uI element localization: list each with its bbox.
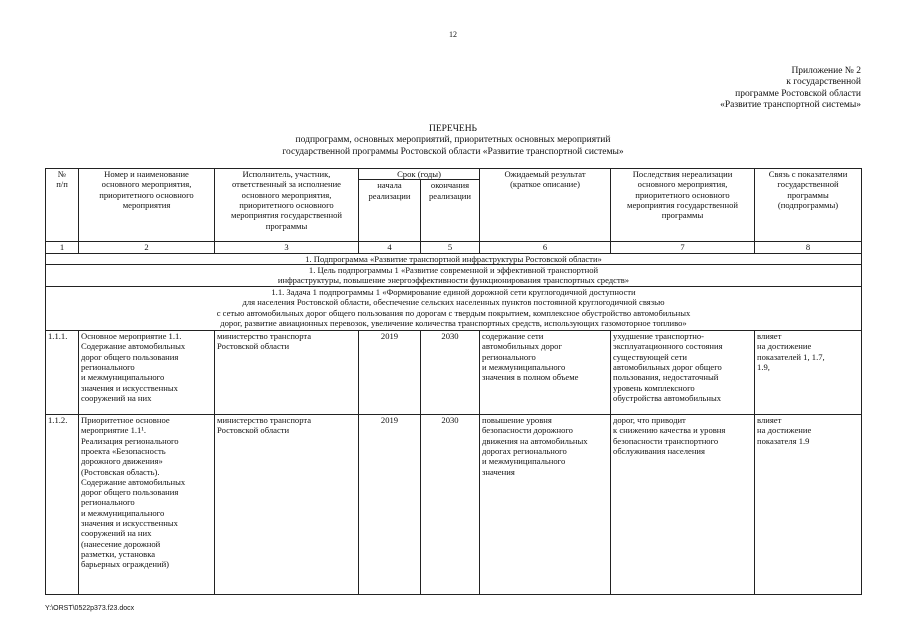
header-consequences: Последствия нереализации основного мероприятия, приоритетного основного мероприятия государственной программы (611, 169, 755, 242)
column-number: 7 (611, 242, 755, 253)
row-end: 2030 (421, 330, 480, 414)
column-number: 3 (215, 242, 359, 253)
header-link: Связь с показателями государственной программы (подпрограммы) (755, 169, 862, 242)
column-number: 4 (359, 242, 421, 253)
header-num: № п/п (46, 169, 79, 242)
title-heading: ПЕРЕЧЕНЬ (428, 124, 478, 134)
column-number: 1 (46, 242, 79, 253)
header-executor: Исполнитель, участник, ответственный за исполнение основного мероприятия, приоритетного основного мероприятия государственной программы (215, 169, 359, 242)
table-row (46, 330, 862, 414)
row-consequences: ухудшение транспортно- эксплуатационного состояния существующей сети автомобильных дорог общего пользования, недостаточный уровень комплексного обустройства автомобильных (611, 330, 755, 414)
column-number: 2 (79, 242, 215, 253)
title-line: подпрограмм, основных мероприятий, приоритетных основных мероприятий (295, 135, 611, 146)
row-name: Приоритетное основное мероприятие 1.1¹. Реализация регионального проекта «Безопасность дорожного движения» (Ростовская область). Содержание автомобильных дорог общего пользования регионального и межмуниципального значения и искусственных сооружений на них (нанесение дорожной разметки, установка барьерных ограждений) (79, 414, 215, 594)
column-number: 5 (421, 242, 480, 253)
appendix-line: Приложение № 2 (791, 66, 861, 76)
row-executor: министерство транспорта Ростовской области (215, 414, 359, 594)
document-title (0, 124, 906, 158)
row-start: 2019 (359, 330, 421, 414)
appendix-line: программе Ростовской области (735, 88, 861, 99)
title-line: государственной программы Ростовской области «Развитие транспортной системы» (282, 146, 624, 157)
header-start: начала реализации (359, 180, 421, 242)
header-result: Ожидаемый результат (краткое описание) (480, 169, 611, 242)
row-consequences: дорог, что приводит к снижению качества и уровня безопасности транспортного обслуживания населения (611, 414, 755, 594)
row-link: влияет на достижение показателя 1.9 (755, 414, 862, 594)
row-num: 1.1.1. (46, 330, 79, 414)
header-name: Номер и наименование основного мероприятия, приоритетного основного мероприятия (79, 169, 215, 242)
appendix-line: к государственной (786, 77, 861, 88)
column-number: 6 (480, 242, 611, 253)
header-end: окончания реализации (421, 180, 480, 242)
row-start: 2019 (359, 414, 421, 594)
subprogram-heading: 1. Подпрограмма «Развитие транспортной инфраструктуры Ростовской области» (46, 253, 862, 264)
row-result: повышение уровня безопасности дорожного движения на автомобильных дорогах регионального и межмуниципального значения (480, 414, 611, 594)
task-heading: 1.1. Задача 1 подпрограммы 1 «Формирование единой дорожной сети круглогодичной доступности для населения Ростовской области, обеспечение сельских населенных пунктов постоянной круглогодичной связью с сетью автомобильных дорог общего пользования по дорогам с твердым покрытием, комплексное обустройство автомобильных дорог, развитие авиационных перевозок, увеличение количества транспортных средств, использующих газомоторное топливо» (46, 286, 862, 330)
column-number: 8 (755, 242, 862, 253)
file-path-footer: Y:\ORST\0522p373.f23.docx (45, 605, 135, 612)
table-row (46, 414, 862, 594)
row-num: 1.1.2. (46, 414, 79, 594)
measures-table (45, 168, 862, 595)
row-end: 2030 (421, 414, 480, 594)
row-executor: министерство транспорта Ростовской области (215, 330, 359, 414)
row-link: влияет на достижение показателей 1, 1.7, 1.9, (755, 330, 862, 414)
appendix-line: «Развитие транспортной системы» (720, 100, 861, 111)
goal-heading: 1. Цель подпрограммы 1 «Развитие современной и эффективной транспортной инфраструктуры, повышение энергоэффективности функционирования транспортных средств» (46, 264, 862, 286)
row-name: Основное мероприятие 1.1. Содержание автомобильных дорог общего пользования регионального и межмуниципального значения и искусственных сооружений на них (79, 330, 215, 414)
header-term: Срок (годы) (359, 169, 480, 180)
appendix-note (720, 66, 861, 112)
row-result: содержание сети автомобильных дорог регионального и межмуниципального значения в полном объеме (480, 330, 611, 414)
page-number: 12 (449, 30, 457, 39)
